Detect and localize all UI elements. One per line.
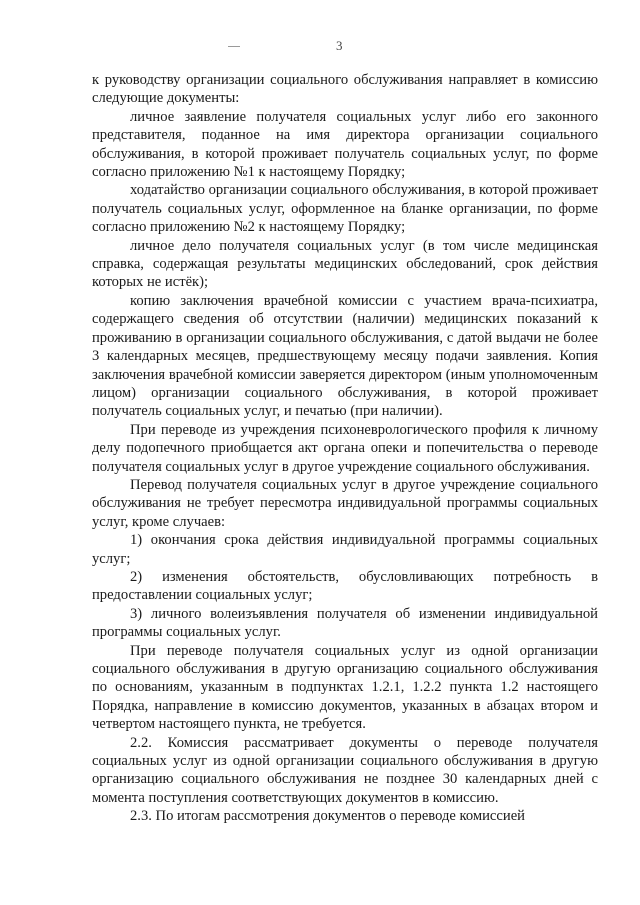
paragraph-personal-file: личное дело получателя социальных услуг (в том числе медицинская справка, содержащая результаты медицинских обследований, срок действия которых не истёк); xyxy=(92,237,598,291)
paragraph-transfer-program: Перевод получателя социальных услуг в другое учреждение социального обслуживания не требует пересмотра индивидуальной программы социальных услуг, кроме случаев: xyxy=(92,476,598,530)
paragraph-psychoneurological-transfer: При переводе из учреждения психоневрологического профиля к личному делу подопечного приобщается акт органа опеки и попечительства о переводе получателя социальных услуг в другое учреждение социального обслуживания. xyxy=(92,421,598,475)
paragraph-intro: к руководству организации социального обслуживания направляет в комиссию следующие документы: xyxy=(92,72,598,107)
paragraph-case-3: 3) личного волеизъявления получателя об изменении индивидуальной программы социальных услуг. xyxy=(92,605,598,641)
paragraph-transfer-grounds: При переводе получателя социальных услуг из одной организации социального обслуживания в другую организацию социального обслуживания по основаниям, указанным в подпунктах 1.2.1, 1.2.2 пункта 1.2 настоящего Порядка, направление в комиссию документов, указанных в абзацах втором и четвертом настоящего пункта, не требуется. xyxy=(92,642,598,733)
paragraph-case-2: 2) изменения обстоятельств, обусловливающих потребность в предоставлении социальных услуг; xyxy=(92,568,598,604)
paragraph-section-2-3: 2.3. По итогам рассмотрения документов о переводе комиссией xyxy=(130,808,525,825)
scan-mark xyxy=(228,46,240,47)
document-body xyxy=(92,71,598,826)
paragraph-personal-application: личное заявление получателя социальных услуг либо его законного представителя, поданное на имя директора организации социального обслуживания, в которой проживает получатель социальных услуг, по форме согласно приложению №1 к настоящему Порядку; xyxy=(92,108,598,181)
paragraph-medical-conclusion: копию заключения врачебной комиссии с участием врача-психиатра, содержащего сведения об отсутствии (наличии) медицинских показаний к проживанию в организации социального обслуживания, с датой выдачи не более 3 календарных месяцев, предшествующему месяцу подачи заявления. Копия заключения врачебной комиссии заверяется директором (иным уполномоченным лицом) организации социального обслуживания, в которой проживает получатель социальных услуг, и печатью (при наличии). xyxy=(92,292,598,420)
page-number: 3 xyxy=(336,38,343,53)
paragraph-section-2-2: 2.2. Комиссия рассматривает документы о переводе получателя социальных услуг из одной организации социального обслуживания в другую организацию социального обслуживания не позднее 30 календарных дней с момента поступления соответствующих документов в комиссию. xyxy=(92,734,598,806)
paragraph-case-1: 1) окончания срока действия индивидуальной программы социальных услуг; xyxy=(92,532,598,567)
paragraph-petition: ходатайство организации социального обслуживания, в которой проживает получатель социальных услуг, оформленное на бланке организации, по форме согласно приложению №2 к настоящему Порядку; xyxy=(92,182,598,236)
